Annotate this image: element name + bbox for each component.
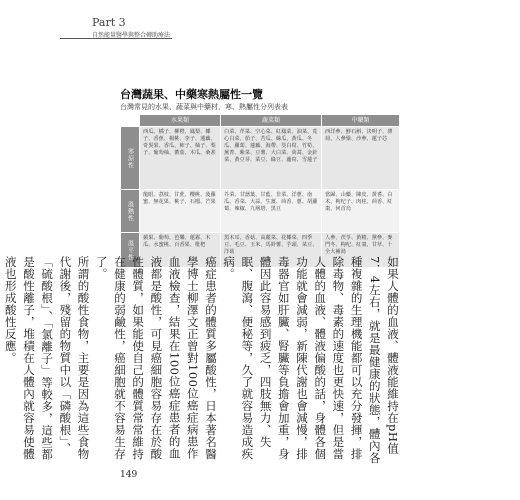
table-cell: 當歸、山藥、陳皮、黃耆、白术、枸杞子、肉桂、茴香、紅棗、何首烏 <box>322 190 400 233</box>
table-corner <box>121 115 140 127</box>
section-title: 台灣蔬果、中藥寒熱屬性一覽 <box>120 88 263 101</box>
section-subtitle: 台灣常見的水果、蔬菜與中藥材，寒、熱屬性分列表表 <box>120 103 288 111</box>
body-paragraph: 如果人體的血液、體液能維持在pH值7．4左右，就是最健康的狀態，體內各種複雜的生理機能都可以充分發揮，排除毒物、毒素的速度也更快速，但是當人體的血液、體液偏酸的話，身體各個功能就會減弱，新陳代謝也會減慢，排毒器官如肝臟、腎臟等負擔會加重，身體因此容易感到疲乏，四肢無力、失眠、腹瀉、便秘等，久了就容易造成疾病。 <box>222 256 400 464</box>
properties-table <box>120 114 400 268</box>
chapter-subtitle: 自然能量醫學與整合轉助療法 <box>92 32 171 39</box>
row-header: 寒涼性 <box>121 127 140 190</box>
row-header: 溫平性 <box>121 233 140 268</box>
header-rule <box>60 38 172 39</box>
row-header: 溫熱性 <box>121 190 140 233</box>
table-row <box>121 127 400 190</box>
column-header: 水果類 <box>140 115 221 127</box>
column-header: 蔬菜類 <box>221 115 322 127</box>
table-header-row <box>121 115 400 127</box>
table-cell: 芥菜、甘藷葉、甘藍、韭菜、洋蔥、南瓜、香菜、大蒜、生薑、茴香、蔥、胡蘿蔔、辣椒、九層塔、黑豆 <box>221 190 322 233</box>
body-paragraph: 癌症患者的體質多屬酸性，日本著名醫學博士柳澤文正曾對100位癌症病患作血液檢查，結果在100位癌症患者的血液都是酸性，可見癌細胞容易存在於酸性體質，如果能使自己的體質常常維持在健康的弱鹼性，癌細胞就不容易生存了。 <box>94 256 218 460</box>
body-text <box>3 256 402 470</box>
table-cell: 黑木耳、香菇、高麗菜、花椰菜、四季豆、毛豆、玉米、馬鈴薯、芋頭、菜豆、洋菇 <box>221 233 322 268</box>
chapter-part-label: Part 3 <box>92 16 126 29</box>
body-paragraph: 所謂的酸性食物，主要是因為這些食物代謝後，殘留的物質中以「磷酸根」、「硫酸根」、「氯離子」等較多，這些都是酸性離子，堆積在人體內就容易使體液也形成酸性反應。 <box>3 256 91 461</box>
table-cell: 龍眼、荔枝、甘蔗、櫻桃、菠蘿蜜、無花果、桃子、石榴、芒果 <box>140 190 221 233</box>
table-cell: 西瓜、橘子、柳橙、鳳梨、椰子、香蕉、楊桃、李子、蓮藕、奇異果、香瓜、柿子、柚子、梨子、葡萄柚、蕃茄、木瓜、桑葚 <box>140 127 221 190</box>
table-cell: 西洋參、鮮石斛、決明子、薄荷、人參鬚、沙參、蓮子芯 <box>322 127 400 190</box>
page-number: 149 <box>120 470 138 480</box>
table-cell: 白菜、芹菜、空心菜、紅鳳菜、油菜、莧心白菜、茄子、苦瓜、絲瓜、黃瓜、冬瓜、蘿蔔、蓮藕、海帶、茭白筍、竹筍、蕪菁、紫菜、豆薯、大白菜、茼蒿、金針菜、黃豆芽、菜豆、綠豆、蘆筍、雪蓮子 <box>221 127 322 190</box>
table-row <box>121 190 400 233</box>
column-header: 中藥類 <box>322 115 400 127</box>
table-cell: 人參、茯苓、黃精、黨參、麥門冬、枸杞、紅棗、甘草、十全大補湯 <box>322 233 400 268</box>
table-cell: 蘋果、葡萄、芭樂、蓮霧、木瓜、水蜜桃、百香果、枇杷 <box>140 233 221 268</box>
